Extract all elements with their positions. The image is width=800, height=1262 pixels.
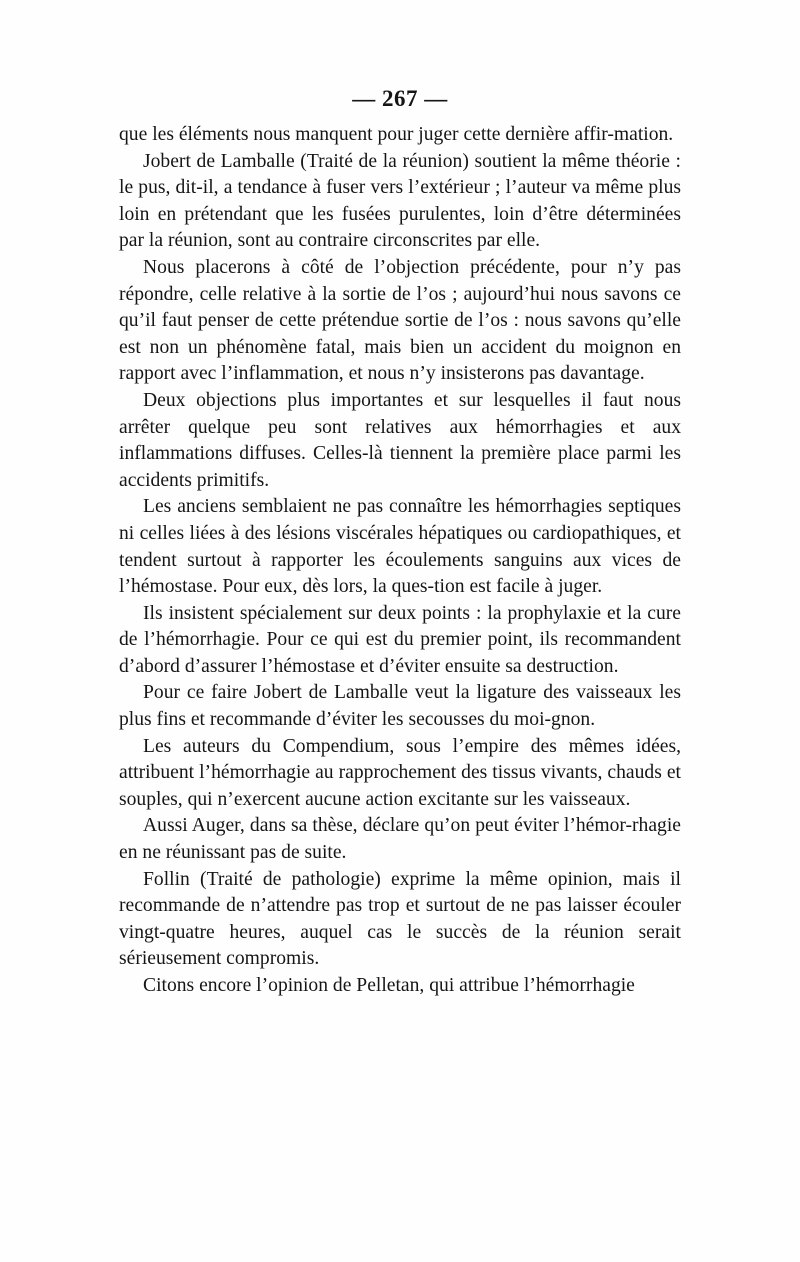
paragraph: Pour ce faire Jobert de Lamballe veut la ligature des vaisseaux les plus fins et recommande d’éviter les secousses du moi-gnon. [119, 682, 681, 731]
paragraph: Follin (Traité de pathologie) exprime la même opinion, mais il recommande de n’attendre pas trop et surtout de ne pas laisser écouler vingt-quatre heures, auquel cas le succès de la réunion serait sérieusement compromis. [119, 868, 681, 970]
body-text [119, 122, 681, 1000]
paragraph: Jobert de Lamballe (Traité de la réunion) soutient la même théorie : le pus, dit-il, a tendance à fuser vers l’extérieur ; l’auteur va même plus loin en prétendant que les fusées purulentes, loin d’être déterminées par la réunion, sont au contraire circonscrites par elle. [119, 150, 681, 252]
paragraph: Citons encore l’opinion de Pelletan, qui attribue l’hémorrhagie [143, 975, 635, 996]
paragraph: Les auteurs du Compendium, sous l’empire des mêmes idées, attribuent l’hémorrhagie au rapprochement des tissus vivants, chauds et souples, qui n’exercent aucune action excitante sur les vaisseaux. [119, 735, 681, 810]
paragraph: Deux objections plus importantes et sur lesquelles il faut nous arrêter quelque peu sont relatives aux hémorrhagies et aux inflammations diffuses. Celles-là tiennent la première place parmi les accidents primitifs. [119, 389, 681, 491]
page-number: — 267 — [352, 86, 448, 111]
paragraph: que les éléments nous manquent pour juger cette dernière affir-mation. [119, 124, 674, 145]
paragraph: Nous placerons à côté de l’objection précédente, pour n’y pas répondre, celle relative à la sortie de l’os ; aujourd’hui nous savons ce qu’il faut penser de cette prétendue sortie de l’os : nous savons qu’elle est non un phénomène fatal, mais bien un accident du moignon en rapport avec l’inflammation, et nous n’y insisterons pas davantage. [119, 256, 681, 385]
paragraph: Aussi Auger, dans sa thèse, déclare qu’on peut éviter l’hémor-rhagie en ne réunissant pas de suite. [119, 815, 681, 864]
paragraph: Les anciens semblaient ne pas connaître les hémorrhagies septiques ni celles liées à des lésions viscérales hépatiques ou cardiopathiques, et tendent surtout à rapporter les écoulements sanguins aux vices de l’hémostase. Pour eux, dès lors, la ques-tion est facile à juger. [119, 496, 681, 598]
paragraph: Ils insistent spécialement sur deux points : la prophylaxie et la cure de l’hémorrhagie. Pour ce qui est du premier point, ils recommandent d’abord d’assurer l’hémostase et d’éviter ensuite sa destruction. [119, 602, 681, 677]
